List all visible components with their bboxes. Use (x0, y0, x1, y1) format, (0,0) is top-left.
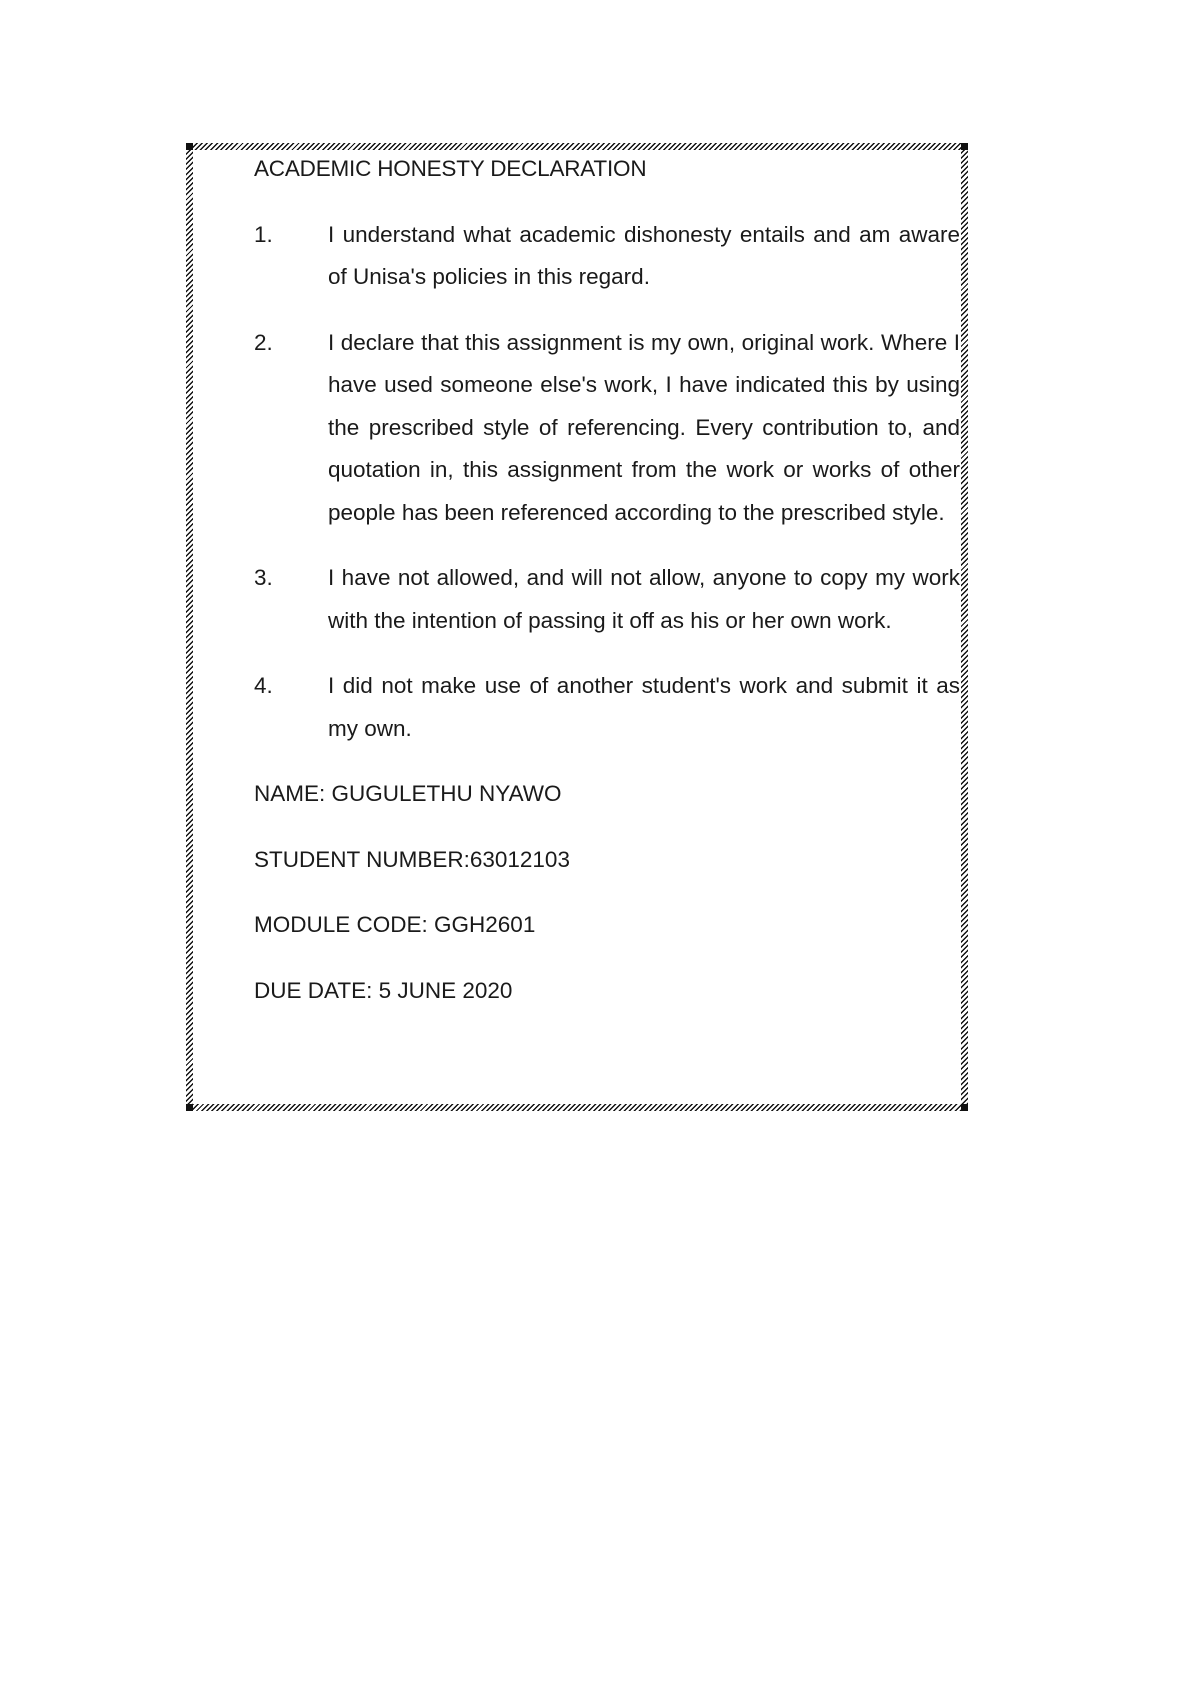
declaration-item-4 (254, 665, 960, 750)
name-field: NAME: GUGULETHU NYAWO (254, 781, 562, 806)
frame-corner-bottom-right (961, 1104, 968, 1111)
item-text: I did not make use of another student's work and submit it as my own. (328, 673, 960, 741)
declaration-item-2 (254, 322, 960, 535)
declaration-item-3 (254, 557, 960, 642)
declaration-content (254, 148, 960, 1035)
item-text: I declare that this assignment is my own, original work. Where I have used someone else's work, I have indicated this by using the prescribed style of referencing. Every contribution to, and quotation in, this assignment from the work or works of other people has been referenced according to the prescribed style. (328, 329, 960, 525)
module-code-field: MODULE CODE: GGH2601 (254, 912, 536, 937)
declaration-title: ACADEMIC HONESTY DECLARATION (254, 156, 647, 181)
frame-corner-top-right (961, 143, 968, 150)
item-number: 3. (254, 565, 273, 590)
item-number: 4. (254, 673, 273, 698)
item-number: 2. (254, 329, 273, 355)
frame-corner-bottom-left (186, 1104, 193, 1111)
frame-corner-top-left (186, 143, 193, 150)
item-text: I understand what academic dishonesty entails and am aware of Unisa's policies in this regard. (328, 221, 960, 289)
student-number-field: STUDENT NUMBER:63012103 (254, 846, 570, 872)
item-number: 1. (254, 221, 273, 247)
item-text: I have not allowed, and will not allow, anyone to copy my work with the intention of passing it off as his or her own work. (328, 565, 960, 633)
due-date-field: DUE DATE: 5 JUNE 2020 (254, 977, 513, 1003)
declaration-item-1 (254, 214, 960, 299)
